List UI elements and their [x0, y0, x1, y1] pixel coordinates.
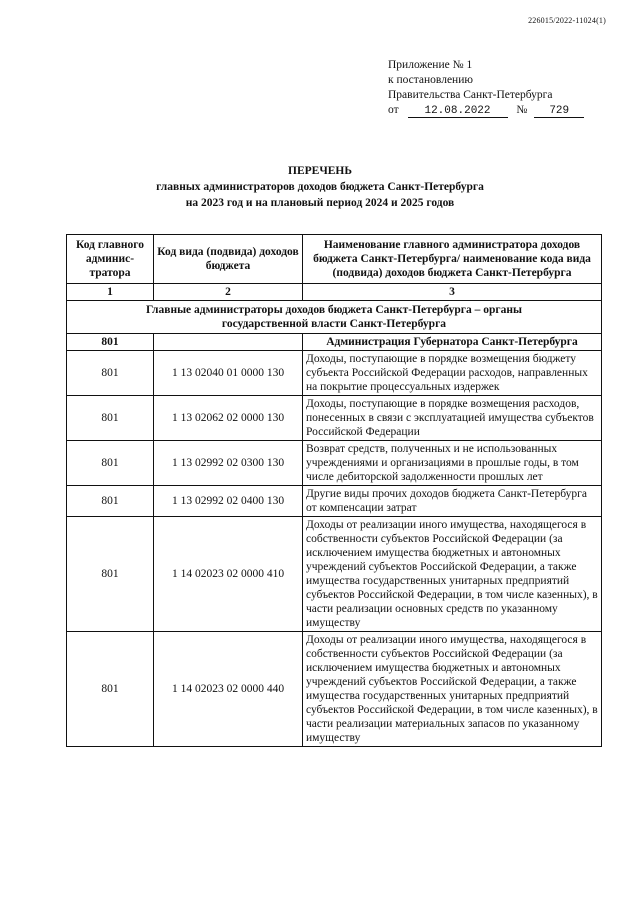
title-line-3: на 2023 год и на плановый период 2024 и 2025 годов: [185, 197, 455, 209]
row-admin-code: 801: [67, 632, 154, 747]
table-row: [67, 396, 602, 441]
row-income-code: 1 13 02992 02 0300 130: [154, 441, 303, 486]
row-income-name: Доходы от реализации иного имущества, находящегося в собственности субъектов Российской Федерации (за исключением имущества бюджетных и автономных учреждений субъектов Российской Федерации, а также имущества государственных унитарных предприятий субъектов Российской Федерации, в том числе казенных), в части реализации основных средств по указанному имуществу: [303, 517, 602, 632]
row-admin-code: 801: [67, 396, 154, 441]
row-income-code: 1 13 02992 02 0400 130: [154, 486, 303, 517]
column-number: 3: [303, 284, 602, 301]
from-label: от: [388, 104, 399, 116]
row-income-code: 1 14 02023 02 0000 440: [154, 632, 303, 747]
row-income-code: 1 13 02040 01 0000 130: [154, 351, 303, 396]
header-name: Наименование главного администратора доходов бюджета Санкт-Петербурга/ наименование кода вида (подвида) доходов бюджета Санкт-Петербурга: [303, 235, 602, 284]
table-header-row: [67, 235, 602, 284]
appendix-date-line: [388, 103, 584, 118]
admin-row: [67, 334, 602, 351]
appendix-line-3: Правительства Санкт-Петербурга: [388, 89, 553, 101]
row-admin-code: 801: [67, 486, 154, 517]
row-income-name: Доходы, поступающие в порядке возмещения расходов, понесенных в связи с эксплуатацией имущества субъектов Российской Федерации: [303, 396, 602, 441]
row-income-name: Доходы от реализации иного имущества, находящегося в собственности субъектов Российской Федерации (за исключением имущества бюджетных и автономных учреждений субъектов Российской Федерации, а также имущества государственных унитарных предприятий субъектов Российской Федерации, в том числе казенных), в части реализации материальных запасов по указанному имуществу: [303, 632, 602, 747]
table-row: [67, 351, 602, 396]
row-admin-code: 801: [67, 517, 154, 632]
table-row: [67, 486, 602, 517]
section-title: Главные администраторы доходов бюджета Санкт-Петербурга – органы государственной власти Санкт-Петербурга: [67, 301, 602, 334]
header-income-code: Код вида (подвида) доходов бюджета: [154, 235, 303, 284]
administrators-table: [66, 234, 602, 747]
row-income-code: 1 13 02062 02 0000 130: [154, 396, 303, 441]
table-row: [67, 517, 602, 632]
section-row: [67, 301, 602, 334]
column-numbers-row: [67, 284, 602, 301]
table-row: [67, 441, 602, 486]
admin-code: 801: [67, 334, 154, 351]
document-title: [0, 163, 640, 211]
appendix-block: [388, 58, 584, 118]
column-number: 1: [67, 284, 154, 301]
header-admin-code: Код главного админис-тратора: [67, 235, 154, 284]
row-income-name: Другие виды прочих доходов бюджета Санкт-Петербурга от компенсации затрат: [303, 486, 602, 517]
row-income-code: 1 14 02023 02 0000 410: [154, 517, 303, 632]
admin-name: Администрация Губернатора Санкт-Петербурга: [303, 334, 602, 351]
number-label: №: [516, 104, 528, 116]
table-row: [67, 632, 602, 747]
document-id: 226015/2022-11024(1): [528, 16, 606, 25]
decree-number: 729: [534, 105, 584, 118]
row-admin-code: 801: [67, 351, 154, 396]
admin-code-empty: [154, 334, 303, 351]
row-income-name: Доходы, поступающие в порядке возмещения бюджету субъекта Российской Федерации расходов, направленных на покрытие процессуальных издержек: [303, 351, 602, 396]
decree-date: 12.08.2022: [408, 105, 508, 118]
row-income-name: Возврат средств, полученных и не использованных учреждениями и организациями в прошлые годы, в том числе дебиторской задолженности прошлых лет: [303, 441, 602, 486]
column-number: 2: [154, 284, 303, 301]
title-line-1: ПЕРЕЧЕНЬ: [288, 165, 352, 177]
appendix-line-2: к постановлению: [388, 74, 473, 86]
appendix-line-1: Приложение № 1: [388, 59, 473, 71]
title-line-2: главных администраторов доходов бюджета Санкт-Петербурга: [156, 181, 484, 193]
row-admin-code: 801: [67, 441, 154, 486]
